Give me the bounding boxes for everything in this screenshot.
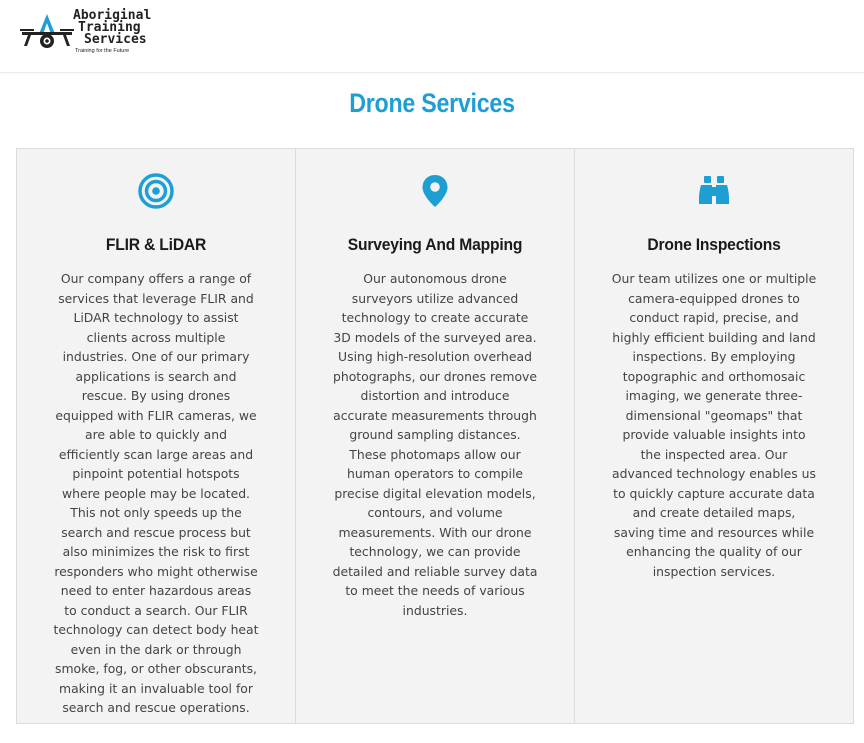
logo-wordmark — [73, 10, 151, 46]
service-title: Surveying And Mapping — [347, 235, 523, 254]
drone-logo-icon — [18, 12, 76, 54]
logo-tagline: Training for the Future — [75, 48, 130, 54]
service-title: Drone Inspections — [647, 235, 781, 254]
site-logo[interactable] — [18, 10, 150, 60]
page-title: Drone Services — [349, 88, 515, 118]
site-header — [0, 0, 864, 73]
map-marker-icon — [417, 173, 453, 209]
logo-line-2: Training — [78, 20, 141, 35]
service-card-flir-lidar — [17, 149, 296, 723]
logo-line-3: Services — [84, 32, 147, 47]
service-description: Our company offers a range of services that leverage FLIR and LiDAR technology to assist clients across multiple industries. One of our primary applications is search and rescue. By using drones equipped with FLIR cameras, we are able to quickly and efficiently scan large areas and pinpoint potential hotspots where people may be located. This not only speeds up the search and rescue process but also minimizes the risk to first responders who might otherwise need to enter hazardous areas to conduct a search. Our FLIR technology can detect body heat even in the dark or through smoke, fog, or other obscurants, making it an invaluable tool for search and rescue operations. — [53, 271, 259, 715]
service-card-surveying-mapping — [296, 149, 575, 723]
binoculars-icon — [696, 173, 732, 209]
services-grid — [16, 148, 854, 724]
service-description: Our autonomous drone surveyors utilize advanced technology to create accurate 3D models of the surveyed area. Using high-resolution overhead photographs, our drones remove distortion and introduce accurate measurements through ground sampling distances. These photomaps allow our human operators to compile precise digital elevation models, contours, and volume measurements. With our drone technology, we can provide detailed and reliable survey data to meet the needs of various industries. — [332, 271, 538, 618]
service-description: Our team utilizes one or multiple camera-equipped drones to conduct rapid, precise, and highly efficient building and land inspections. By employing topographic and orthomosaic imaging, we generate three-dimensional "geomaps" that provide valuable insights into the inspected area. Our advanced technology enables us to quickly capture accurate data and create detailed maps, saving time and resources while enhancing the quality of our inspection services. — [611, 271, 817, 579]
service-title: FLIR & LiDAR — [105, 235, 207, 254]
service-card-drone-inspections — [575, 149, 853, 723]
target-icon — [138, 173, 174, 209]
logo-line-1: Aboriginal — [73, 8, 152, 23]
